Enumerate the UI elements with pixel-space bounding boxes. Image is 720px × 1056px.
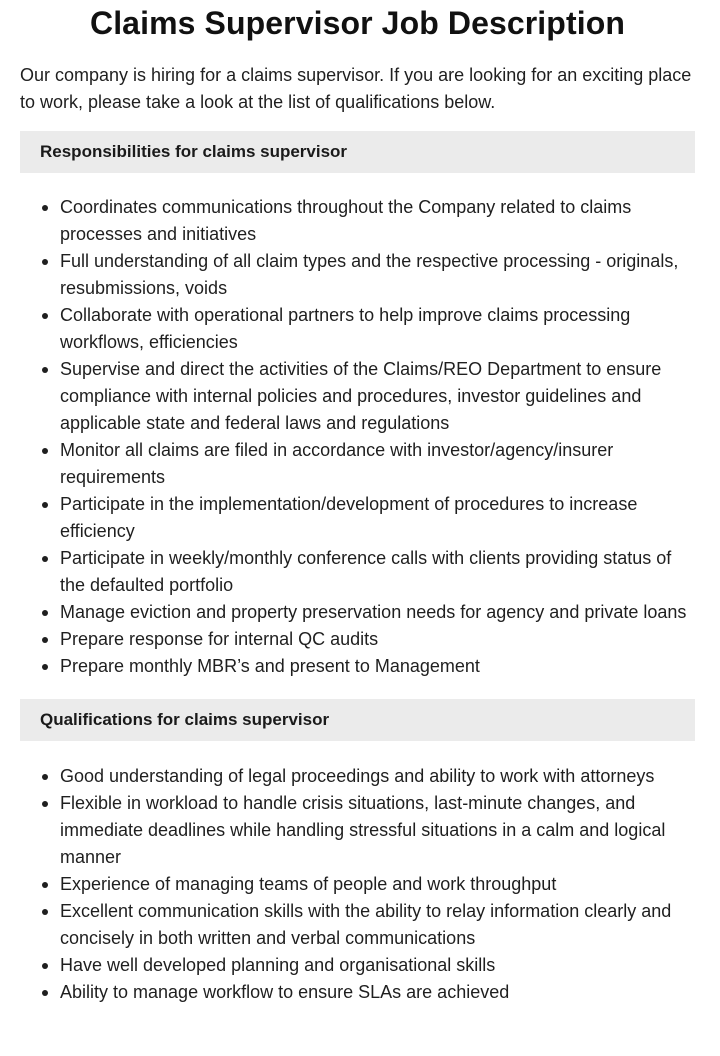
list-item: Participate in weekly/monthly conference calls with clients providing status of the defaulted portfolio — [20, 545, 695, 599]
responsibilities-heading: Responsibilities for claims supervisor — [20, 131, 695, 173]
list-item: Experience of managing teams of people and work throughput — [20, 871, 695, 898]
list-item: Participate in the implementation/development of procedures to increase efficiency — [20, 491, 695, 545]
list-item: Prepare response for internal QC audits — [20, 626, 695, 653]
qualifications-list — [20, 763, 695, 1006]
list-item: Coordinates communications throughout the Company related to claims processes and initiatives — [20, 194, 695, 248]
list-item: Flexible in workload to handle crisis situations, last-minute changes, and immediate deadlines while handling stressful situations in a calm and logical manner — [20, 790, 695, 871]
list-item: Monitor all claims are filed in accordance with investor/agency/insurer requirements — [20, 437, 695, 491]
list-item: Supervise and direct the activities of the Claims/REO Department to ensure compliance with internal policies and procedures, investor guidelines and applicable state and federal laws and regulations — [20, 356, 695, 437]
list-item: Good understanding of legal proceedings and ability to work with attorneys — [20, 763, 695, 790]
list-item: Have well developed planning and organisational skills — [20, 952, 695, 979]
list-item: Ability to manage workflow to ensure SLAs are achieved — [20, 979, 695, 1006]
intro-paragraph: Our company is hiring for a claims supervisor. If you are looking for an exciting place to work, please take a look at the list of qualifications below. — [20, 65, 692, 112]
responsibilities-list — [20, 194, 695, 680]
list-item: Manage eviction and property preservation needs for agency and private loans — [20, 599, 695, 626]
list-item: Collaborate with operational partners to help improve claims processing workflows, efficiencies — [20, 302, 695, 356]
page-title: Claims Supervisor Job Description — [89, 5, 625, 41]
qualifications-heading: Qualifications for claims supervisor — [20, 699, 695, 741]
list-item: Excellent communication skills with the ability to relay information clearly and concisely in both written and verbal communications — [20, 898, 695, 952]
list-item: Prepare monthly MBR’s and present to Management — [20, 653, 695, 680]
list-item: Full understanding of all claim types and the respective processing - originals, resubmissions, voids — [20, 248, 695, 302]
